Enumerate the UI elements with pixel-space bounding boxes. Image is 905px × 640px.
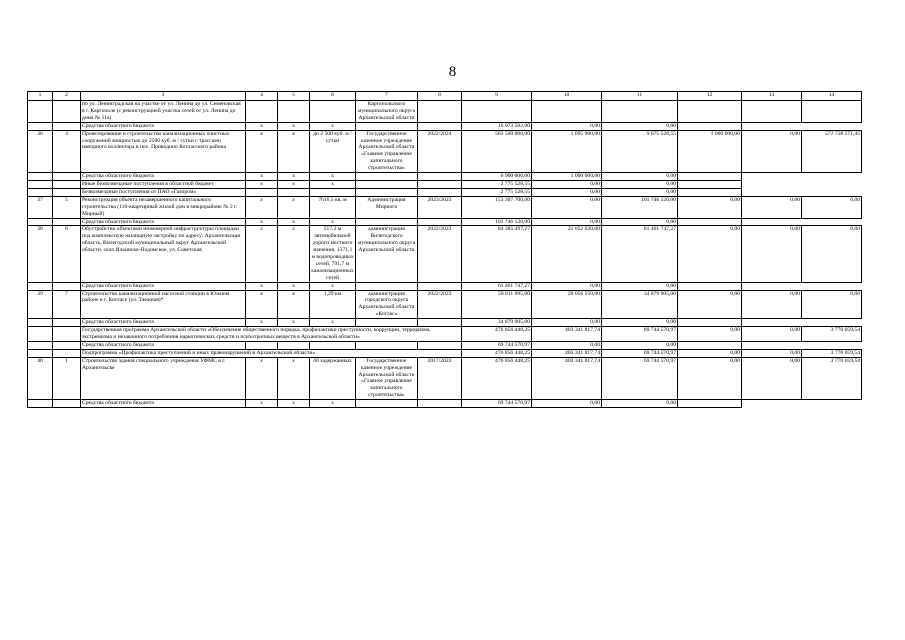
funding-source-label: Средства областного бюджета xyxy=(81,173,246,181)
table-cell xyxy=(532,101,602,123)
table-cell: 0,00 xyxy=(678,226,742,282)
table-cell xyxy=(418,341,462,349)
table-cell: 0,00 xyxy=(532,319,602,327)
table-cell: x xyxy=(310,319,356,327)
table-cell: Администрация Мирного xyxy=(356,196,418,218)
table-cell: Государственное казенное учреждение Архангельской области «Главное управление капитального строительства» xyxy=(356,357,418,399)
table-cell: 84 385 497,27 xyxy=(462,226,532,282)
funding-source-row xyxy=(28,188,862,196)
table-cell: 0,00 xyxy=(678,290,742,319)
table-cell xyxy=(678,341,742,349)
page-number: 8 xyxy=(448,64,457,80)
table-cell xyxy=(28,400,53,408)
table-cell xyxy=(678,400,742,408)
table-cell: Строительство здания специального учреждения УФМС в г. Архангельске xyxy=(81,357,246,399)
table-cell: 1 xyxy=(53,357,81,399)
funding-source-row xyxy=(28,282,862,290)
table-cell: x xyxy=(246,122,278,130)
column-header: 12 xyxy=(678,92,742,101)
table-cell: 0,00 xyxy=(678,196,742,218)
table-cell xyxy=(53,319,81,327)
table-cell: 0,00 xyxy=(602,400,678,408)
column-header: 8 xyxy=(418,92,462,101)
table-cell: 517,3 м автомобильной дороги местного значения, 1371,1 м водопроводных сетей, 791,7 м канализационных сетей xyxy=(311,226,354,281)
table-cell xyxy=(278,341,310,349)
table-cell: 2017/2023 xyxy=(418,357,462,399)
column-header: 7 xyxy=(356,92,418,101)
table-cell: x xyxy=(246,357,278,399)
table-cell: Проектирование и строительство канализационных очистных сооружений мощностью до 2500 куб. м / сутки с трассами напорного коллектора в пос. Приводино Котласского района xyxy=(81,130,246,172)
table-cell: 3 770 059,54 xyxy=(802,349,862,357)
table-cell: x xyxy=(278,357,310,399)
table-cell xyxy=(418,218,462,226)
table-cell xyxy=(742,101,802,123)
table-cell: x xyxy=(278,180,310,188)
table-cell xyxy=(28,122,53,130)
table-cell: 403 341 817,74 xyxy=(532,327,602,342)
table-cell: x xyxy=(310,218,356,226)
table-cell xyxy=(53,341,81,349)
table-cell xyxy=(28,349,53,357)
table-cell xyxy=(678,101,742,123)
table-cell: 1 000 000,00 xyxy=(678,130,742,172)
table-cell: 0,00 xyxy=(532,341,602,349)
table-cell: 0,00 xyxy=(532,400,602,408)
table-cell xyxy=(28,180,53,188)
funding-source-row xyxy=(28,341,862,349)
table-cell: 38 xyxy=(28,226,53,282)
table-cell: x xyxy=(278,282,310,290)
table-cell: 0,00 xyxy=(602,188,678,196)
table-cell xyxy=(53,122,81,130)
table-cell xyxy=(278,101,310,123)
table-cell xyxy=(356,341,418,349)
funding-source-label: Средства областного бюджета xyxy=(81,400,246,408)
table-cell xyxy=(53,180,81,188)
object-row xyxy=(28,290,862,319)
table-cell: 36 xyxy=(28,130,53,172)
program-row xyxy=(28,327,862,342)
table-cell: x xyxy=(278,400,310,408)
table-cell xyxy=(802,101,862,123)
table-cell: 39 xyxy=(28,290,53,319)
table-cell: 0,00 xyxy=(532,282,602,290)
object-row xyxy=(28,226,862,282)
table-cell: Реконструкция объекта незавершенного капитального строительства (110-квартирный жилой дом в микрорайоне № 2 г. Мирный) xyxy=(81,196,246,218)
table-cell: 1 000 000,00 xyxy=(532,173,602,181)
column-header: 6 xyxy=(310,92,356,101)
table-cell: x xyxy=(310,282,356,290)
table-cell xyxy=(418,188,462,196)
table-cell: 0,00 xyxy=(532,218,602,226)
table-cell xyxy=(678,218,742,226)
table-cell: x xyxy=(310,180,356,188)
table-cell: 69 744 570,97 xyxy=(602,349,678,357)
table-cell: x xyxy=(246,173,278,181)
table-cell xyxy=(28,218,53,226)
table-cell: Каргопольского муниципального округа Архангельской области xyxy=(356,101,418,123)
table-cell: 16 073 502,00 xyxy=(462,122,532,130)
table-cell: до 2 500 куб. м / сутки xyxy=(310,130,356,172)
table-cell: 9 675 528,55 xyxy=(602,130,678,172)
table-cell xyxy=(28,341,53,349)
table-cell: 0,00 xyxy=(602,173,678,181)
table-cell: x xyxy=(246,180,278,188)
table-cell: x xyxy=(310,122,356,130)
table-cell xyxy=(53,327,81,342)
table-cell: 7 xyxy=(53,290,81,319)
table-cell: x xyxy=(246,218,278,226)
table-cell xyxy=(678,282,742,290)
funding-source-label: Средства областного бюджета xyxy=(81,341,246,349)
table-cell xyxy=(356,180,418,188)
table-cell: 2023/2023 xyxy=(418,196,462,218)
funding-source-row xyxy=(28,173,862,181)
program-title: Государственная программа Архангельской области «Обеспечение общественного порядка, профилактики преступности, коррупции, терроризма, экстремизма и незаконного потребления наркотических средств и психотропных веществ в Архангельской области» xyxy=(81,327,462,342)
table-cell: администрация Вилегодского муниципального округа Архангельской области xyxy=(356,226,418,282)
table-cell: 0,00 xyxy=(602,218,678,226)
object-row xyxy=(28,130,862,172)
table-cell: 69 744 570,97 xyxy=(462,341,532,349)
table-cell xyxy=(246,188,278,196)
table-cell xyxy=(310,341,356,349)
table-cell: 101 746 120,00 xyxy=(462,218,532,226)
table-cell xyxy=(602,101,678,123)
column-header: 13 xyxy=(742,92,802,101)
table-cell: 571 728 571,45 xyxy=(802,130,862,172)
table-cell xyxy=(246,101,278,123)
table-cell: 4 xyxy=(53,130,81,172)
table-cell xyxy=(28,327,53,342)
table-cell: 1,29 км xyxy=(310,290,356,319)
table-cell: Строительство канализационной насосной станции в Южном районе в г. Котласе (ул. Таежная)* xyxy=(81,290,246,319)
table-cell: 2 775 528,55 xyxy=(462,180,532,188)
table-cell: 37 xyxy=(28,196,53,218)
table-cell xyxy=(28,282,53,290)
table-cell: 0,00 xyxy=(742,290,802,319)
table-cell xyxy=(418,400,462,408)
table-cell xyxy=(418,122,462,130)
table-cell: 0,00 xyxy=(802,290,862,319)
column-header: 2 xyxy=(53,92,81,101)
table-cell xyxy=(418,173,462,181)
table-cell: x xyxy=(278,173,310,181)
table-cell: 0,00 xyxy=(742,349,802,357)
table-cell: 0,00 xyxy=(802,226,862,282)
table-cell: 101 746 120,00 xyxy=(602,196,678,218)
table-cell: x xyxy=(246,196,278,218)
table-cell xyxy=(678,319,742,327)
funding-source-label: Средства областного бюджета xyxy=(81,122,246,130)
table-cell xyxy=(356,282,418,290)
table-cell: 476 856 448,25 xyxy=(462,357,532,399)
funding-source-row xyxy=(28,218,862,226)
table-cell: 7616,5 кв. м xyxy=(310,196,356,218)
funding-source-row xyxy=(28,400,862,408)
table-cell: 0,00 xyxy=(742,130,802,172)
table-cell xyxy=(53,282,81,290)
table-cell: 3 770 059,54 xyxy=(802,357,862,399)
budget-table xyxy=(27,91,862,408)
table-cell: 61 461 747,27 xyxy=(462,282,532,290)
column-header: 4 xyxy=(246,92,278,101)
column-header: 11 xyxy=(602,92,678,101)
table-cell xyxy=(356,188,418,196)
table-cell: x xyxy=(278,196,310,218)
table-cell: 2022/2024 xyxy=(418,130,462,172)
funding-source-row xyxy=(28,319,862,327)
table-cell: x xyxy=(246,282,278,290)
table-cell xyxy=(278,188,310,196)
table-cell: x xyxy=(246,130,278,172)
table-cell xyxy=(53,400,81,408)
column-header-row xyxy=(28,92,862,101)
table-cell xyxy=(678,122,742,130)
table-cell: x xyxy=(246,319,278,327)
table-cell: x xyxy=(246,400,278,408)
program-title: Подпрограмма «Профилактика преступлений и иных правонарушений в Архангельской области» xyxy=(81,349,462,357)
table-cell xyxy=(53,173,81,181)
table-cell: x xyxy=(246,290,278,319)
table-cell: 34 879 905,00 xyxy=(462,319,532,327)
table-cell: 58 811 995,00 xyxy=(462,290,532,319)
table-cell: 0,00 xyxy=(802,196,862,218)
table-cell: 69 744 570,97 xyxy=(602,327,678,342)
table-cell xyxy=(53,349,81,357)
column-header: 14 xyxy=(802,92,862,101)
table-cell: 40 xyxy=(28,357,53,399)
table-cell xyxy=(356,218,418,226)
table-cell: x xyxy=(278,226,310,282)
table-cell: 0,00 xyxy=(742,327,802,342)
table-cell: 2 775 528,55 xyxy=(462,188,532,196)
table-cell: x xyxy=(310,173,356,181)
table-cell: x xyxy=(310,400,356,408)
column-header: 3 xyxy=(81,92,246,101)
table-cell: 0,00 xyxy=(602,341,678,349)
table-cell: 34 879 905,00 xyxy=(602,290,678,319)
table-cell xyxy=(28,319,53,327)
table-cell: 0,00 xyxy=(602,122,678,130)
table-cell: 0,00 xyxy=(678,327,742,342)
table-cell: по ул. Ленинградская на участке от ул. Ленина до ул. Семеновская в г. Каргополе (с реконструкцией участка сетей от ул. Ленина до дома № 11а) xyxy=(81,101,246,123)
column-header: 1 xyxy=(28,92,53,101)
table-cell: 40 задержанных xyxy=(310,357,356,399)
table-cell xyxy=(53,101,81,123)
table-cell: Обустройство объектами инженерной инфраструктуры площадки под комплексную жилищную застройку по адресу: Архангельская область, Вилегодский муниципальный округ Архангельской области, село Ильинско-Подомское, ул. Советская xyxy=(81,226,246,282)
table-cell xyxy=(678,180,742,188)
table-cell: администрация городского округа Архангельской области «Котлас» xyxy=(356,290,418,319)
funding-source-label: Иные безвозмездные поступления в областной бюджет xyxy=(81,180,246,188)
table-cell: x xyxy=(278,122,310,130)
table-cell xyxy=(418,101,462,123)
table-cell: 0,00 xyxy=(742,226,802,282)
table-cell xyxy=(310,188,356,196)
table-cell xyxy=(310,101,356,123)
funding-source-label: Безвозмездные поступления от ПАО «Газпром» xyxy=(81,188,246,196)
table-cell xyxy=(356,319,418,327)
column-header: 9 xyxy=(462,92,532,101)
table-cell xyxy=(678,188,742,196)
object-row xyxy=(28,357,862,399)
table-cell: 0,00 xyxy=(602,319,678,327)
table-cell: 5 xyxy=(53,196,81,218)
table-cell: x xyxy=(278,290,310,319)
table-cell: 0,00 xyxy=(532,196,602,218)
table-cell: 1 095 900,00 xyxy=(532,130,602,172)
table-cell: 476 856 448,25 xyxy=(462,327,532,342)
table-cell xyxy=(418,180,462,188)
funding-source-label: Средства областного бюджета xyxy=(81,282,246,290)
column-header: 10 xyxy=(532,92,602,101)
table-cell: 476 856 448,25 xyxy=(462,349,532,357)
table-cell: 6 900 000,00 xyxy=(462,173,532,181)
table-cell: 0,00 xyxy=(678,349,742,357)
table-cell xyxy=(678,173,742,181)
object-row xyxy=(28,101,862,123)
table-cell xyxy=(28,188,53,196)
table-cell xyxy=(28,173,53,181)
funding-source-label: Средства областного бюджета xyxy=(81,319,246,327)
funding-source-row xyxy=(28,180,862,188)
table-cell: 0,00 xyxy=(602,180,678,188)
table-cell: x xyxy=(278,130,310,172)
funding-source-label: Средства областного бюджета xyxy=(81,218,246,226)
table-cell xyxy=(418,319,462,327)
table-cell: 20 056 550,00 xyxy=(532,290,602,319)
table-cell: 2022/2023 xyxy=(418,290,462,319)
table-cell: 3 770 059,54 xyxy=(802,327,862,342)
program-row xyxy=(28,349,862,357)
table-cell: 403 341 817,74 xyxy=(532,357,602,399)
table-cell: 21 052 630,00 xyxy=(532,226,602,282)
object-row xyxy=(28,196,862,218)
table-cell xyxy=(246,341,278,349)
table-cell: x xyxy=(246,226,278,282)
table-cell xyxy=(356,173,418,181)
table-cell: 2022/2023 xyxy=(418,226,462,282)
table-cell xyxy=(418,282,462,290)
column-header: 5 xyxy=(278,92,310,101)
table-cell: 69 744 570,97 xyxy=(462,400,532,408)
table-cell: x xyxy=(278,319,310,327)
table-cell xyxy=(356,400,418,408)
table-cell: Государственное казенное учреждение Архангельской области «Главное управление капитального строительства» xyxy=(356,130,418,172)
table-cell xyxy=(53,218,81,226)
table-cell: 0,00 xyxy=(742,357,802,399)
table-cell: 0,00 xyxy=(532,188,602,196)
table-cell: 0,00 xyxy=(678,357,742,399)
table-cell xyxy=(356,122,418,130)
table-cell: 61 461 747,27 xyxy=(602,226,678,282)
table-cell: 0,00 xyxy=(742,196,802,218)
table-cell: 583 500 000,00 xyxy=(462,130,532,172)
table-cell: 0,00 xyxy=(532,180,602,188)
table-cell: 153 307 700,00 xyxy=(462,196,532,218)
table-cell xyxy=(53,188,81,196)
table-cell: x xyxy=(278,218,310,226)
table-cell: 403 341 817,74 xyxy=(532,349,602,357)
table-cell xyxy=(462,101,532,123)
table-cell: 69 744 570,97 xyxy=(602,357,678,399)
table-cell: 6 xyxy=(53,226,81,282)
table-cell xyxy=(28,101,53,123)
funding-source-row xyxy=(28,122,862,130)
table-cell: 0,00 xyxy=(602,282,678,290)
table-cell: 0,00 xyxy=(532,122,602,130)
